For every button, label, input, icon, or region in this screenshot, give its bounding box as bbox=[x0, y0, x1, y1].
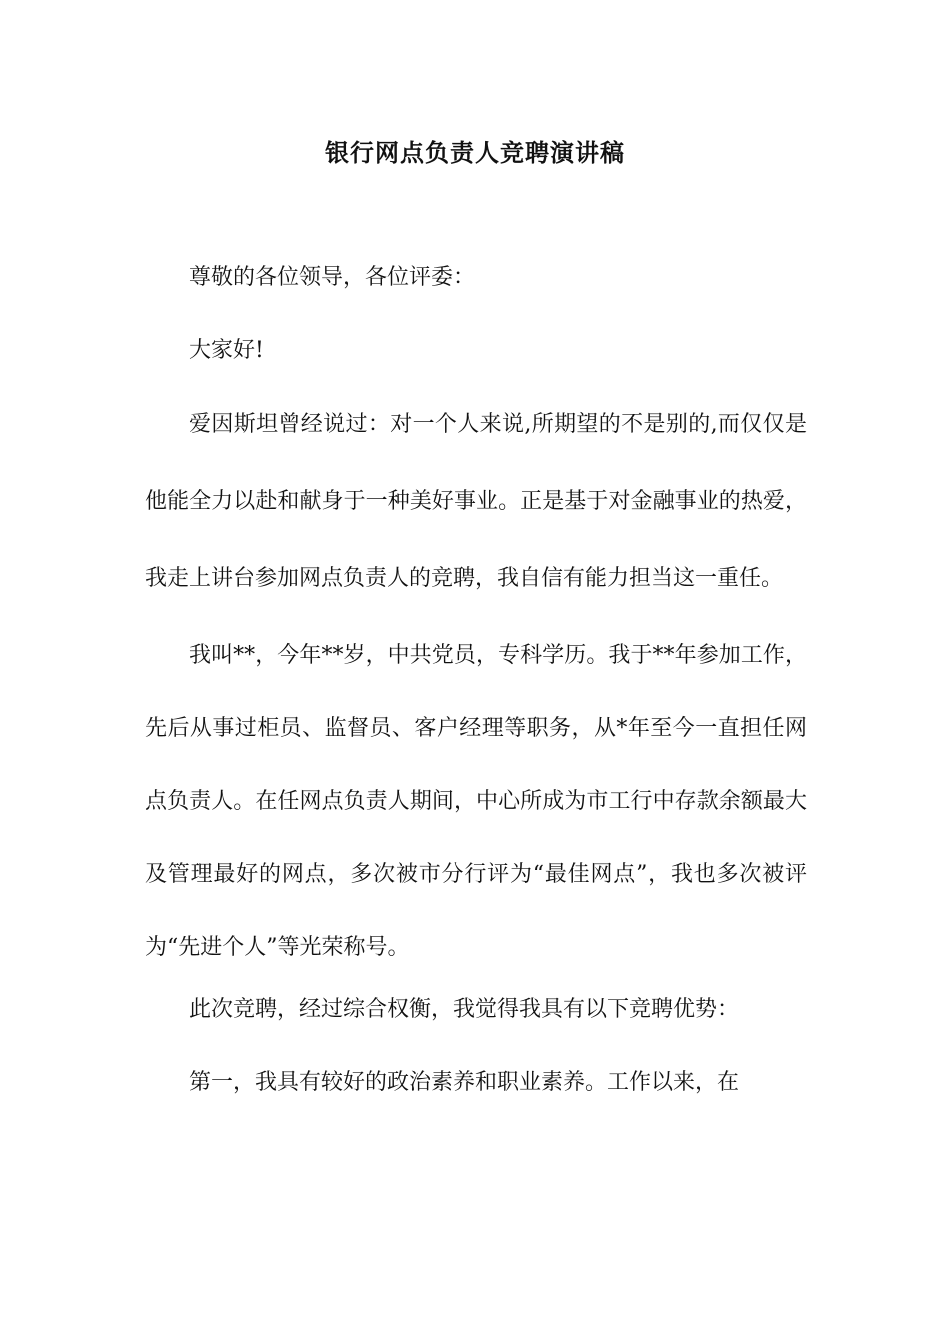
document-title: 银行网点负责人竞聘演讲稿 bbox=[325, 138, 625, 167]
document-body bbox=[145, 254, 807, 1132]
paragraph-greeting: 大家好! bbox=[189, 338, 264, 363]
paragraph-salutation: 尊敬的各位领导，各位评委： bbox=[189, 265, 476, 290]
paragraph-einstein-quote: 爱因斯坦曾经说过：对一个人来说,所期望的不是别的,而仅仅是他能全力以赴和献身于一种美好事业。正是基于对金融事业的热爱，我走上讲台参加网点负责人的竞聘，我自信有能力担当这一重任。 bbox=[145, 412, 807, 591]
paragraph-first-advantage: 第一，我具有较好的政治素养和职业素养。工作以来，在 bbox=[189, 1070, 740, 1095]
paragraph-self-introduction: 我叫**，今年**岁，中共党员，专科学历。我于**年参加工作，先后从事过柜员、监督员、客户经理等职务，从*年至今一直担任网点负责人。在任网点负责人期间，中心所成为市工行中存款余额最大及管理最好的网点，多次被市分行评为“最佳网点”，我也多次被评为“先进个人”等光荣称号。 bbox=[145, 643, 807, 960]
paragraph-advantages-intro: 此次竞聘，经过综合权衡，我觉得我具有以下竞聘优势： bbox=[189, 997, 740, 1022]
